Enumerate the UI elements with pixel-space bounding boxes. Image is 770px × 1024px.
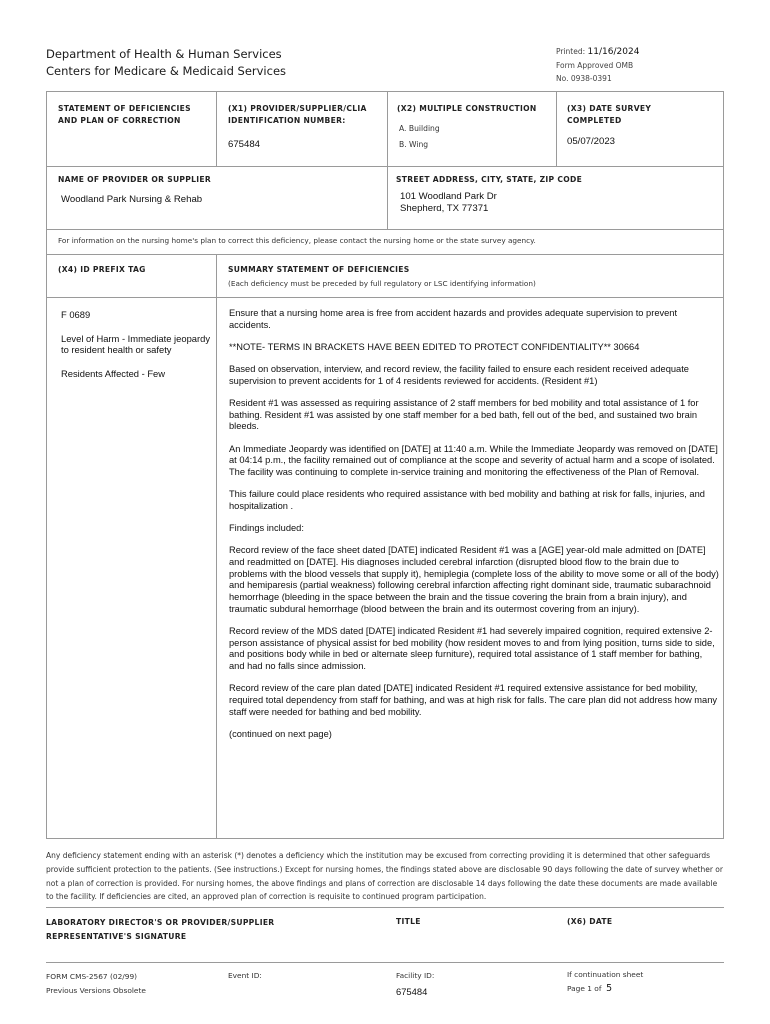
address-value	[400, 191, 497, 215]
divider	[46, 166, 724, 167]
print-info	[556, 45, 639, 85]
summary-note: (Each deficiency must be preceded by full regulatory or LSC identifying information)	[228, 279, 536, 288]
divider	[46, 962, 724, 963]
printed-label: Printed:	[556, 47, 586, 56]
summary-paragraph: Findings included:	[229, 523, 304, 534]
summary-paragraph: Based on observation, interview, and record review, the facility failed to ensure each resident received adequate supervision to prevent accidents for 1 of 4 residents reviewed for accidents. (Resident #1)	[229, 364, 689, 386]
frame-right	[723, 91, 724, 838]
summary-paragraph: **NOTE- TERMS IN BRACKETS HAVE BEEN EDITED TO PROTECT CONFIDENTIALITY** 30664	[229, 341, 640, 352]
x4-label: (X4) ID PREFIX TAG	[58, 265, 146, 274]
divider	[46, 907, 724, 908]
provider-name-value: Woodland Park Nursing & Rehab	[61, 194, 203, 205]
summary-paragraph: An Immediate Jeopardy was identified on [DATE] at 11:40 a.m. While the Immediate Jeopardy was removed on [DATE] at 04:14 p.m., the facility remained out of compliance at the scope and severity of actual harm and a scope of isolated. The facility was continuing to complete in-service training and monitoring the effectiveness of the Plan of Removal.	[229, 443, 718, 478]
summary-paragraph: This failure could place residents who required assistance with bed mobility and bathing at risk for falls, injuries, and hospitalization .	[229, 489, 705, 511]
form-approved: Form Approved OMB	[556, 61, 634, 70]
x3-label: (X3) DATE SURVEY COMPLETED	[567, 104, 652, 125]
divider	[46, 838, 724, 839]
provider-id-value: 675484	[228, 139, 261, 150]
page-total: 5	[606, 983, 613, 994]
disclaimer: Any deficiency statement ending with an asterisk (*) denotes a deficiency which the institution may be excused from correcting providing it is determined that other safeguards provide sufficient protection to the patients. (See instructions.) Except for nursing homes, the findings stated above are disclosable 90 days following the date of survey whether or not a plan of correction is provided. For nursing homes, the above findings and plans of correction are disclosable 14 days following the date these documents are made available to the facility. If deficiencies are cited, an approved plan of correction is requisite to continued program participation.	[46, 851, 723, 902]
statement-label: STATEMENT OF DEFICIENCIES AND PLAN OF CORRECTION	[58, 104, 191, 125]
x2-wing: B. Wing	[399, 140, 429, 149]
centers-name: Centers for Medicare & Medicaid Services	[46, 64, 287, 78]
summary-label: SUMMARY STATEMENT OF DEFICIENCIES	[228, 265, 410, 274]
divider	[46, 229, 724, 230]
event-id-label: Event ID:	[228, 971, 262, 980]
frame-left	[46, 91, 47, 838]
provider-name-label: NAME OF PROVIDER OR SUPPLIER	[58, 175, 212, 184]
x2-building: A. Building	[399, 124, 440, 133]
form-id: FORM CMS-2567 (02/99) Previous Versions Obsolete	[46, 972, 146, 995]
residents-affected: Residents Affected - Few	[61, 368, 166, 380]
summary-paragraph: Ensure that a nursing home area is free from accident hazards and provides adequate supervision to prevent accidents.	[229, 308, 678, 330]
agency-header	[46, 46, 286, 80]
deficiency-tag-column	[61, 309, 211, 392]
level-of-harm: Level of Harm - Immediate jeopardy to resident health or safety	[61, 332, 211, 356]
title-label: TITLE	[396, 917, 421, 926]
summary-paragraph: Record review of the care plan dated [DATE] indicated Resident #1 required extensive assistance for bed mobility, required total dependency from staff for bathing, and was at high risk for falls. The care plan did not address how many staff were needed for bathing and bed mobility.	[229, 683, 718, 717]
x2-label: (X2) MULTIPLE CONSTRUCTION	[397, 104, 537, 113]
column-divider	[556, 91, 557, 166]
column-divider	[387, 91, 388, 229]
director-signature-label: LABORATORY DIRECTOR'S OR PROVIDER/SUPPLIER REPRESENTATIVE'S SIGNATURE	[46, 918, 275, 941]
deficiency-tag: F 0689	[61, 309, 91, 320]
info-line: For information on the nursing home's plan to correct this deficiency, please contact the nursing home or the state survey agency.	[58, 236, 536, 245]
summary-paragraph: Record review of the MDS dated [DATE] indicated Resident #1 had severely impaired cognition, required extensive 2-person assistance of physical assist for bed mobility (how resident moves to and from lying position, turns side to side, and positions body while in bed or alternate sleep furniture), required total assistance of 1 staff member for bathing, and had no falls since admission.	[229, 626, 715, 672]
divider	[46, 91, 724, 92]
signature-date-label: (X6) DATE	[567, 917, 613, 926]
x1-label: (X1) PROVIDER/SUPPLIER/CLIA IDENTIFICATION NUMBER:	[228, 104, 367, 125]
department-name: Department of Health & Human Services	[46, 47, 282, 61]
address-line-1: 101 Woodland Park Dr	[400, 191, 497, 202]
omb-number: No. 0938-0391	[556, 74, 612, 83]
facility-id-value: 675484	[396, 986, 428, 997]
address-line-2: Shepherd, TX 77371	[400, 203, 489, 214]
summary-paragraph: Resident #1 was assessed as requiring assistance of 2 staff members for bed mobility and total assistance of 1 for bathing. Resident #1 was assisted by one staff member for a bed bath, fell out of the bed, and sustained two brain bleeds.	[229, 398, 699, 432]
column-divider	[216, 254, 217, 838]
address-label: STREET ADDRESS, CITY, STATE, ZIP CODE	[396, 175, 583, 184]
summary-paragraph: Record review of the face sheet dated [DATE] indicated Resident #1 was a [AGE] year-old male admitted on [DATE] and readmitted on [DATE]. His diagnoses included cerebral infarction (disrupted blood flow to the brain due to problems with the blood vessels that supply it), hemiplegia (complete loss of the ability to move some or all of the body) and hemiparesis (partial weakness) following cerebral infarction affecting right dominant side, traumatic subarachnoid hemorrhage (bleeding in the space between the brain and the tissue covering the brain from a brain injury), and traumatic subdural hemorrhage (blood between the brain and its outermost covering from an injury).	[229, 545, 719, 614]
deficiency-summary	[229, 308, 719, 751]
survey-date-value: 05/07/2023	[567, 136, 616, 147]
continuation-info: If continuation sheet Page 1 of 5	[567, 970, 644, 994]
continued-note: (continued on next page)	[229, 728, 332, 739]
page-label: Page 1 of	[567, 984, 602, 993]
divider	[46, 297, 724, 298]
printed-date: 11/16/2024	[587, 47, 640, 57]
divider	[46, 254, 724, 255]
facility-id-label: Facility ID:	[396, 971, 435, 980]
column-divider	[216, 91, 217, 166]
